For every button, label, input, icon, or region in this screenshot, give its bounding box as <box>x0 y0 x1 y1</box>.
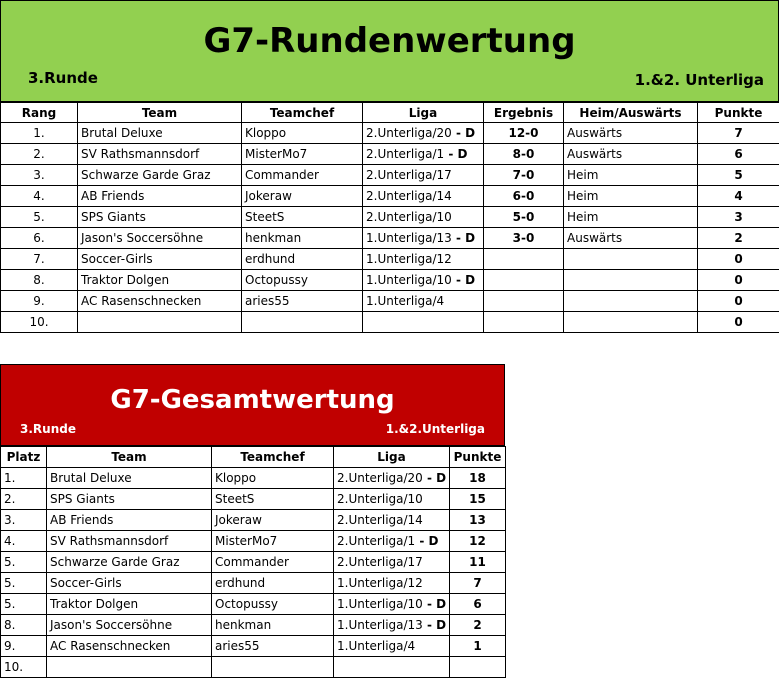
liga-text: 2.Unterliga/1 <box>337 534 416 548</box>
ergebnis-cell <box>484 291 564 312</box>
table-row <box>1 510 506 531</box>
teamchef-cell: aries55 <box>212 636 334 657</box>
team-cell: AC Rasenschnecken <box>47 636 212 657</box>
team-cell: Jason's Soccersöhne <box>47 615 212 636</box>
ergebnis-cell: 6-0 <box>484 186 564 207</box>
col-header-liga: Liga <box>363 103 484 123</box>
liga-cell <box>363 144 484 165</box>
liga-cell <box>334 594 450 615</box>
punkte-cell: 0 <box>698 291 779 312</box>
team-cell <box>78 312 242 333</box>
heim-auswaerts-cell <box>564 312 698 333</box>
rang-cell: 4. <box>1 186 78 207</box>
teamchef-cell: erdhund <box>212 573 334 594</box>
table-row <box>1 144 779 165</box>
rang-cell: 10. <box>1 312 78 333</box>
col-header-team: Team <box>78 103 242 123</box>
table-row <box>1 291 779 312</box>
rang-cell: 8. <box>1 270 78 291</box>
col-header-liga: Liga <box>334 447 450 468</box>
rundenwertung-league: 1.&2. Unterliga <box>634 71 764 89</box>
rang-cell: 2. <box>1 144 78 165</box>
punkte-cell <box>450 657 506 678</box>
table-row <box>1 594 506 615</box>
liga-cell <box>363 186 484 207</box>
platz-cell: 3. <box>1 510 47 531</box>
punkte-cell: 7 <box>698 123 779 144</box>
punkte-cell: 11 <box>450 552 506 573</box>
heim-auswaerts-cell <box>564 249 698 270</box>
teamchef-cell: Kloppo <box>212 468 334 489</box>
liga-cell <box>363 312 484 333</box>
liga-cell <box>334 510 450 531</box>
liga-cell <box>363 165 484 186</box>
platz-cell: 9. <box>1 636 47 657</box>
team-cell: Traktor Dolgen <box>78 270 242 291</box>
teamchef-cell: SteetS <box>212 489 334 510</box>
liga-text: 2.Unterliga/1 <box>366 147 445 161</box>
ergebnis-cell <box>484 270 564 291</box>
ergebnis-cell <box>484 312 564 333</box>
platz-cell: 5. <box>1 573 47 594</box>
platz-cell: 2. <box>1 489 47 510</box>
liga-division-marker: - D <box>451 273 476 287</box>
punkte-cell: 7 <box>450 573 506 594</box>
gesamtwertung-header-row <box>1 447 506 468</box>
team-cell: Jason's Soccersöhne <box>78 228 242 249</box>
punkte-cell: 4 <box>698 186 779 207</box>
team-cell: SV Rathsmannsdorf <box>47 531 212 552</box>
liga-text: 2.Unterliga/14 <box>366 189 452 203</box>
liga-cell <box>334 468 450 489</box>
team-cell: SPS Giants <box>47 489 212 510</box>
table-row <box>1 228 779 249</box>
heim-auswaerts-cell <box>564 291 698 312</box>
teamchef-cell <box>242 312 363 333</box>
liga-cell <box>334 615 450 636</box>
heim-auswaerts-cell: Auswärts <box>564 123 698 144</box>
liga-text: 2.Unterliga/14 <box>337 513 423 527</box>
liga-cell <box>334 489 450 510</box>
team-cell: Soccer-Girls <box>78 249 242 270</box>
platz-cell: 4. <box>1 531 47 552</box>
liga-text: 2.Unterliga/17 <box>366 168 452 182</box>
team-cell <box>47 657 212 678</box>
liga-cell <box>363 270 484 291</box>
table-row <box>1 573 506 594</box>
liga-cell <box>334 531 450 552</box>
punkte-cell: 2 <box>450 615 506 636</box>
team-cell: Soccer-Girls <box>47 573 212 594</box>
team-cell: AC Rasenschnecken <box>78 291 242 312</box>
liga-text: 1.Unterliga/12 <box>366 252 452 266</box>
team-cell: Schwarze Garde Graz <box>47 552 212 573</box>
table-row <box>1 531 506 552</box>
ergebnis-cell: 3-0 <box>484 228 564 249</box>
table-row <box>1 468 506 489</box>
liga-text: 2.Unterliga/10 <box>366 210 452 224</box>
liga-cell <box>363 123 484 144</box>
liga-cell <box>363 249 484 270</box>
table-row <box>1 270 779 291</box>
punkte-cell: 13 <box>450 510 506 531</box>
liga-division-marker: - D <box>451 231 476 245</box>
col-header-platz: Platz <box>1 447 47 468</box>
table-row <box>1 186 779 207</box>
punkte-cell: 1 <box>450 636 506 657</box>
gesamtwertung-banner <box>0 364 505 446</box>
liga-text: 1.Unterliga/13 <box>337 618 423 632</box>
ergebnis-cell: 12-0 <box>484 123 564 144</box>
punkte-cell: 18 <box>450 468 506 489</box>
col-header-team: Team <box>47 447 212 468</box>
team-cell: Brutal Deluxe <box>47 468 212 489</box>
table-row <box>1 123 779 144</box>
rundenwertung-header-row <box>1 103 779 123</box>
teamchef-cell: erdhund <box>242 249 363 270</box>
table-row <box>1 249 779 270</box>
gesamtwertung-league: 1.&2.Unterliga <box>385 422 485 436</box>
liga-text: 2.Unterliga/20 <box>366 126 452 140</box>
gesamtwertung-panel <box>0 364 505 678</box>
table-row <box>1 636 506 657</box>
liga-text: 1.Unterliga/10 <box>366 273 452 287</box>
punkte-cell: 12 <box>450 531 506 552</box>
liga-cell <box>334 636 450 657</box>
punkte-cell: 0 <box>698 270 779 291</box>
liga-division-marker: - D <box>451 126 476 140</box>
team-cell: Brutal Deluxe <box>78 123 242 144</box>
table-row <box>1 165 779 186</box>
platz-cell: 8. <box>1 615 47 636</box>
liga-text: 1.Unterliga/4 <box>337 639 416 653</box>
punkte-cell: 5 <box>698 165 779 186</box>
heim-auswaerts-cell: Heim <box>564 165 698 186</box>
platz-cell: 10. <box>1 657 47 678</box>
table-row <box>1 489 506 510</box>
table-row <box>1 657 506 678</box>
heim-auswaerts-cell: Auswärts <box>564 144 698 165</box>
punkte-cell: 6 <box>698 144 779 165</box>
rang-cell: 9. <box>1 291 78 312</box>
liga-division-marker: - D <box>422 597 447 611</box>
rang-cell: 7. <box>1 249 78 270</box>
ergebnis-cell: 7-0 <box>484 165 564 186</box>
teamchef-cell: aries55 <box>242 291 363 312</box>
liga-text: 2.Unterliga/20 <box>337 471 423 485</box>
liga-cell <box>334 657 450 678</box>
liga-division-marker: - D <box>422 618 447 632</box>
ergebnis-cell: 8-0 <box>484 144 564 165</box>
gesamtwertung-round: 3.Runde <box>20 422 76 436</box>
table-row <box>1 552 506 573</box>
col-header-punkte: Punkte <box>450 447 506 468</box>
platz-cell: 1. <box>1 468 47 489</box>
rundenwertung-table <box>0 102 779 333</box>
rang-cell: 5. <box>1 207 78 228</box>
platz-cell: 5. <box>1 594 47 615</box>
table-row <box>1 312 779 333</box>
rang-cell: 6. <box>1 228 78 249</box>
liga-division-marker: - D <box>422 471 447 485</box>
liga-text: 1.Unterliga/4 <box>366 294 445 308</box>
teamchef-cell: Kloppo <box>242 123 363 144</box>
teamchef-cell: MisterMo7 <box>242 144 363 165</box>
rundenwertung-panel <box>0 0 779 333</box>
gesamtwertung-table <box>0 446 506 678</box>
team-cell: Schwarze Garde Graz <box>78 165 242 186</box>
teamchef-cell: Octopussy <box>212 594 334 615</box>
punkte-cell: 0 <box>698 312 779 333</box>
liga-cell <box>334 573 450 594</box>
rundenwertung-title: G7-Rundenwertung <box>203 21 576 61</box>
rang-cell: 1. <box>1 123 78 144</box>
heim-auswaerts-cell: Auswärts <box>564 228 698 249</box>
team-cell: SV Rathsmannsdorf <box>78 144 242 165</box>
ergebnis-cell <box>484 249 564 270</box>
heim-auswaerts-cell <box>564 270 698 291</box>
table-row <box>1 615 506 636</box>
col-header-rang: Rang <box>1 103 78 123</box>
gesamtwertung-title: G7-Gesamtwertung <box>110 385 395 415</box>
punkte-cell: 2 <box>698 228 779 249</box>
ergebnis-cell: 5-0 <box>484 207 564 228</box>
liga-cell <box>334 552 450 573</box>
liga-text: 2.Unterliga/17 <box>337 555 423 569</box>
team-cell: Traktor Dolgen <box>47 594 212 615</box>
punkte-cell: 6 <box>450 594 506 615</box>
heim-auswaerts-cell: Heim <box>564 207 698 228</box>
rang-cell: 3. <box>1 165 78 186</box>
platz-cell: 5. <box>1 552 47 573</box>
team-cell: AB Friends <box>78 186 242 207</box>
col-header-punkte: Punkte <box>698 103 779 123</box>
liga-text: 1.Unterliga/12 <box>337 576 423 590</box>
liga-cell <box>363 207 484 228</box>
liga-cell <box>363 228 484 249</box>
teamchef-cell: Commander <box>242 165 363 186</box>
liga-division-marker: - D <box>444 147 468 161</box>
heim-auswaerts-cell: Heim <box>564 186 698 207</box>
liga-text: 1.Unterliga/10 <box>337 597 423 611</box>
team-cell: SPS Giants <box>78 207 242 228</box>
table-row <box>1 207 779 228</box>
col-header-teamchef: Teamchef <box>212 447 334 468</box>
teamchef-cell: Commander <box>212 552 334 573</box>
team-cell: AB Friends <box>47 510 212 531</box>
teamchef-cell: Jokeraw <box>212 510 334 531</box>
rundenwertung-round: 3.Runde <box>28 69 98 87</box>
teamchef-cell <box>212 657 334 678</box>
col-header-heim-auswaerts: Heim/Auswärts <box>564 103 698 123</box>
teamchef-cell: henkman <box>242 228 363 249</box>
teamchef-cell: SteetS <box>242 207 363 228</box>
liga-text: 1.Unterliga/13 <box>366 231 452 245</box>
teamchef-cell: MisterMo7 <box>212 531 334 552</box>
punkte-cell: 15 <box>450 489 506 510</box>
punkte-cell: 3 <box>698 207 779 228</box>
col-header-teamchef: Teamchef <box>242 103 363 123</box>
rundenwertung-banner <box>0 0 779 102</box>
teamchef-cell: Jokeraw <box>242 186 363 207</box>
liga-cell <box>363 291 484 312</box>
teamchef-cell: Octopussy <box>242 270 363 291</box>
col-header-ergebnis: Ergebnis <box>484 103 564 123</box>
liga-text: 2.Unterliga/10 <box>337 492 423 506</box>
liga-division-marker: - D <box>415 534 439 548</box>
teamchef-cell: henkman <box>212 615 334 636</box>
punkte-cell: 0 <box>698 249 779 270</box>
